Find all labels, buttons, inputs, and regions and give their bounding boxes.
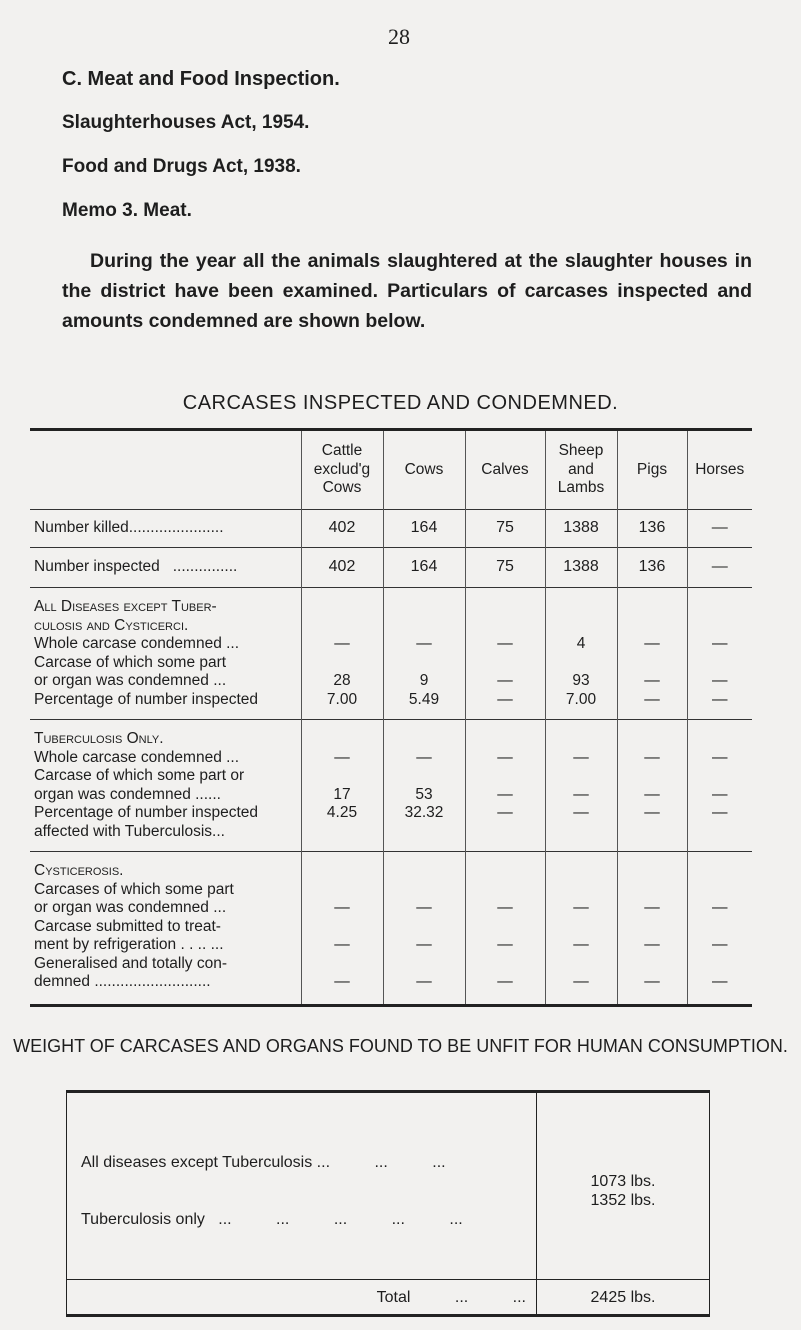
cell: —	[334, 748, 350, 766]
cell: —	[644, 936, 660, 953]
cell: 164	[383, 510, 465, 548]
weights-total-label: Total ... ...	[67, 1280, 537, 1316]
col-sheep: Sheep and Lambs	[545, 430, 617, 510]
cysticerosis-heading: Cysticerosis.	[34, 862, 124, 879]
carcases-table	[30, 428, 752, 1007]
act-line-1: Slaughterhouses Act, 1954.	[62, 112, 310, 133]
cell: —	[712, 899, 728, 916]
act-line-2: Food and Drugs Act, 1938.	[62, 156, 301, 177]
carcases-table-title: CARCASES INSPECTED AND CONDEMNED.	[182, 392, 619, 414]
cell: —	[416, 899, 432, 916]
col-pigs: Pigs	[617, 430, 687, 510]
cell: —	[644, 804, 660, 821]
weights-label-tuberculosis: Tuberculosis only ... ... ... ... ...	[81, 1211, 463, 1228]
all-diseases-part-label: Carcase of which some part or organ was condemned ...	[34, 653, 227, 689]
row-inspected	[30, 548, 752, 588]
weights-row	[67, 1092, 710, 1280]
cell: 7.00	[565, 690, 597, 708]
cell: —	[497, 748, 513, 766]
cell: —	[712, 748, 728, 766]
cell: 136	[617, 510, 687, 548]
cell: —	[573, 899, 589, 916]
row-killed	[30, 510, 752, 548]
cell: 1388	[545, 548, 617, 588]
cysticerosis-part-label: Carcases of which some part or organ was condemned ...	[34, 880, 234, 916]
weights-total-value: 2425 lbs.	[537, 1280, 710, 1316]
cell: —	[644, 672, 660, 689]
cysticerosis-gen-label: Generalised and totally con- demned ...........................	[34, 954, 228, 990]
all-diseases-heading: All Diseases except Tuber- culosis and Cysticerci.	[34, 598, 217, 634]
all-diseases-group	[30, 588, 752, 720]
col-calves: Calves	[465, 430, 545, 510]
cell: —	[644, 635, 660, 652]
cell: —	[497, 899, 513, 916]
cell: —	[712, 672, 728, 689]
cell: 402	[301, 510, 383, 548]
cell: —	[573, 785, 589, 803]
cell: —	[334, 973, 350, 990]
cell: —	[497, 973, 513, 990]
weights-value-all-diseases: 1073 lbs.	[590, 1173, 656, 1190]
cell: 1388	[545, 510, 617, 548]
intro-paragraph: During the year all the animals slaughtered at the slaughter houses in the district have been examined. Particulars of carcases inspected and amounts condemned are shown below.	[62, 250, 752, 332]
label-killed: Number killed......................	[30, 510, 301, 548]
label-inspected: Number inspected ...............	[30, 548, 301, 588]
cell: —	[497, 785, 513, 803]
cell: —	[687, 510, 752, 548]
cell: —	[334, 899, 350, 916]
weights-table-title: WEIGHT OF CARCASES AND ORGANS FOUND TO BE UNFIT FOR HUMAN CONSUMPTION.	[13, 1036, 788, 1056]
cell: 7.00	[326, 690, 358, 708]
cell: 93	[572, 672, 590, 689]
cell: —	[573, 748, 589, 766]
tuberculosis-pct-label: Percentage of number inspected affected with Tuberculosis...	[34, 804, 259, 840]
tuberculosis-part-label: Carcase of which some part or organ was condemned ......	[34, 767, 245, 803]
cell: 53	[415, 785, 433, 803]
all-diseases-whole-label: Whole carcase condemned ...	[34, 635, 240, 652]
cell: —	[644, 748, 660, 766]
weights-label-all-diseases: All diseases except Tuberculosis ... ... ...	[81, 1154, 446, 1171]
cell: —	[334, 635, 350, 652]
weights-value-tuberculosis: 1352 lbs.	[590, 1192, 656, 1209]
col-cattle: Cattle exclud'g Cows	[301, 430, 383, 510]
cell: 136	[617, 548, 687, 588]
cell: —	[416, 635, 432, 652]
cell: 164	[383, 548, 465, 588]
cell: —	[416, 936, 432, 953]
col-horses: Horses	[687, 430, 752, 510]
cell: 17	[333, 785, 351, 803]
cell: 402	[301, 548, 383, 588]
weights-total-row	[67, 1280, 710, 1316]
cell: 9	[419, 672, 429, 689]
cell: —	[644, 899, 660, 916]
cysticerosis-group	[30, 852, 752, 1006]
cell: —	[573, 804, 589, 821]
cell: —	[712, 804, 728, 821]
cysticerosis-refrig-label: Carcase submitted to treat- ment by refrigeration . . .. ...	[34, 917, 224, 953]
cell: —	[416, 973, 432, 990]
cell: —	[644, 785, 660, 803]
cell: —	[334, 936, 350, 953]
cell: 75	[465, 510, 545, 548]
tuberculosis-group	[30, 720, 752, 852]
col-cows: Cows	[383, 430, 465, 510]
cell: —	[712, 785, 728, 803]
cell: 75	[465, 548, 545, 588]
cell: —	[497, 690, 513, 708]
cell: —	[712, 635, 728, 652]
cell: —	[497, 804, 513, 821]
cell: 5.49	[408, 690, 440, 708]
cell: —	[573, 973, 589, 990]
cell: —	[644, 973, 660, 990]
cell: —	[712, 973, 728, 990]
page-number: 28	[388, 24, 410, 49]
header-row	[30, 430, 752, 510]
cell: —	[416, 748, 432, 766]
cell: —	[712, 690, 728, 708]
cell: —	[497, 672, 513, 689]
cell: 4	[576, 635, 586, 652]
cell: —	[497, 635, 513, 652]
tuberculosis-heading: Tuberculosis Only.	[34, 730, 164, 747]
cell: —	[497, 936, 513, 953]
section-title: C. Meat and Food Inspection.	[62, 68, 340, 90]
memo-line: Memo 3. Meat.	[62, 200, 192, 221]
cell: 32.32	[404, 804, 444, 821]
tuberculosis-whole-label: Whole carcase condemned ...	[34, 748, 240, 766]
cell: —	[573, 936, 589, 953]
all-diseases-pct-label: Percentage of number inspected	[34, 690, 259, 708]
weights-table	[66, 1090, 710, 1317]
cell: —	[712, 936, 728, 953]
cell: —	[644, 690, 660, 708]
cell: 4.25	[326, 804, 358, 821]
cell: 28	[333, 672, 351, 689]
cell: —	[687, 548, 752, 588]
